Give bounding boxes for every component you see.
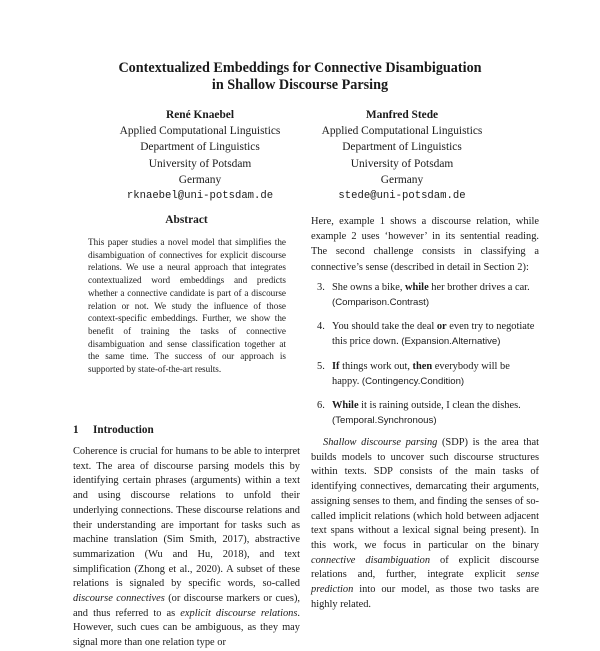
text-run: of explicit discourse relations and, further, integrate explicit — [311, 554, 539, 581]
author-affiliation: Applied Computational Linguistics — [119, 125, 281, 138]
list-item — [311, 398, 539, 428]
text-run: . However, such cues can be ambiguous, as they may signal more than one relation type or — [73, 607, 300, 649]
text-run: her brother drives a car. — [428, 282, 530, 293]
text-run: Coherence is crucial for humans to be able to interpret text. The area of discourse parsing models this by identifying certain phrases (arguments) within a text and using discourse relations to unfold their underlying connections. These discourse relations and their understanding are important for tasks such as machine translation (Sim Smith, 2017), abstractive summarization (Wu and Hu, 2018), and text simplification (Zhong et al., 2020). A subset of these relations is signaled by specific words, so-called — [73, 446, 300, 590]
example-number: 5. — [317, 361, 325, 372]
author-department: Department of Linguistics — [140, 141, 260, 154]
abstract-heading: Abstract — [165, 214, 208, 226]
list-item — [311, 319, 539, 349]
author-block-2 — [297, 107, 507, 204]
section-number: 1 — [73, 424, 79, 436]
author-block-1 — [95, 107, 305, 204]
author-university: University of Potsdam — [148, 157, 252, 170]
sense-label: (Contingency.Condition) — [361, 376, 465, 387]
abstract-text: This paper studies a novel model that simplifies the disambiguation of connectives for explicit discourse relations. We use a neural approach that integrates contextualized word embeddings and predicts whether a connective candidate is part of a discourse relation or not. We study the influence of those context-specific embeddings. Further, we show the benefit of training the tasks of connective disambiguation and sense classification together at the same time. The success of our approach is supported by state-of-the-art results. — [88, 237, 286, 375]
connective: If — [332, 361, 340, 372]
example-text — [332, 359, 539, 389]
text-run: it is raining outside, I clean the dishes. — [358, 400, 521, 411]
author-email: stede@uni-potsdam.de — [338, 190, 466, 203]
text-emphasis: explicit discourse relations — [180, 607, 298, 619]
text-emphasis: connective disambiguation — [311, 554, 431, 566]
connective: while — [405, 282, 429, 293]
author-affiliation: Applied Computational Linguistics — [321, 125, 483, 138]
text-emphasis: Shallow discourse parsing — [323, 437, 438, 448]
author-department: Department of Linguistics — [342, 141, 462, 154]
text-run: into our model, as those two tasks are highly related. — [311, 584, 539, 610]
text-run: (or discourse markers or cues), and thus referred to as — [73, 593, 300, 619]
list-item — [311, 280, 539, 310]
sense-label: (Temporal.Synchronous) — [332, 415, 437, 426]
example-text — [332, 280, 539, 310]
text-run: (SDP) is the area that builds models to uncover such discourse structures within texts. SDP consists of the main tasks of identifying connectives, demarcating their arguments, assigning senses to them, and finding the senses of so-called implicit relations (which hold between adjacent text spans without a lexical signal being present). In this work, we focus in particular on the binary — [311, 437, 539, 551]
connective: or — [436, 321, 447, 332]
sense-label: (Expansion.Alternative) — [401, 336, 501, 347]
text-run: everybody will be happy. — [332, 361, 510, 387]
text-run: She owns a bike, — [332, 282, 406, 293]
section-heading — [73, 424, 154, 436]
connective: then — [412, 361, 433, 372]
author-email: rknaebel@uni-potsdam.de — [126, 190, 274, 203]
example-number: 3. — [317, 282, 325, 293]
introduction-paragraph — [73, 445, 300, 649]
text-run: things work out, — [339, 361, 413, 372]
title-line-2: in Shallow Discourse Parsing — [211, 77, 389, 93]
author-country: Germany — [178, 173, 222, 186]
text-emphasis: discourse connectives — [73, 593, 165, 605]
title-line-1: Contextualized Embeddings for Connective Disambiguation — [118, 60, 482, 76]
text-run: You should take the deal — [332, 321, 437, 332]
connective: While — [332, 400, 359, 411]
sense-label: (Comparison.Contrast) — [332, 297, 430, 308]
section-title: Introduction — [93, 424, 154, 436]
author-country: Germany — [380, 173, 424, 186]
author-name: Manfred Stede — [365, 109, 439, 121]
right-intro-paragraph: Here, example 1 shows a discourse relation, while example 2 uses ‘however’ in its sentential reading. The second challenge consists in classifying a connective’s sense (described in detail in Section 2): — [311, 216, 539, 273]
author-university: University of Potsdam — [350, 157, 454, 170]
example-number: 6. — [317, 400, 325, 411]
example-text — [332, 398, 539, 428]
text-emphasis: sense prediction — [311, 569, 539, 596]
example-text — [332, 319, 539, 349]
sdp-paragraph — [311, 436, 539, 610]
list-item — [311, 359, 539, 389]
example-number: 4. — [317, 321, 325, 332]
text-run: even try to negotiate this price down. — [332, 321, 535, 347]
author-name: René Knaebel — [165, 109, 235, 121]
paper-title — [0, 60, 600, 94]
